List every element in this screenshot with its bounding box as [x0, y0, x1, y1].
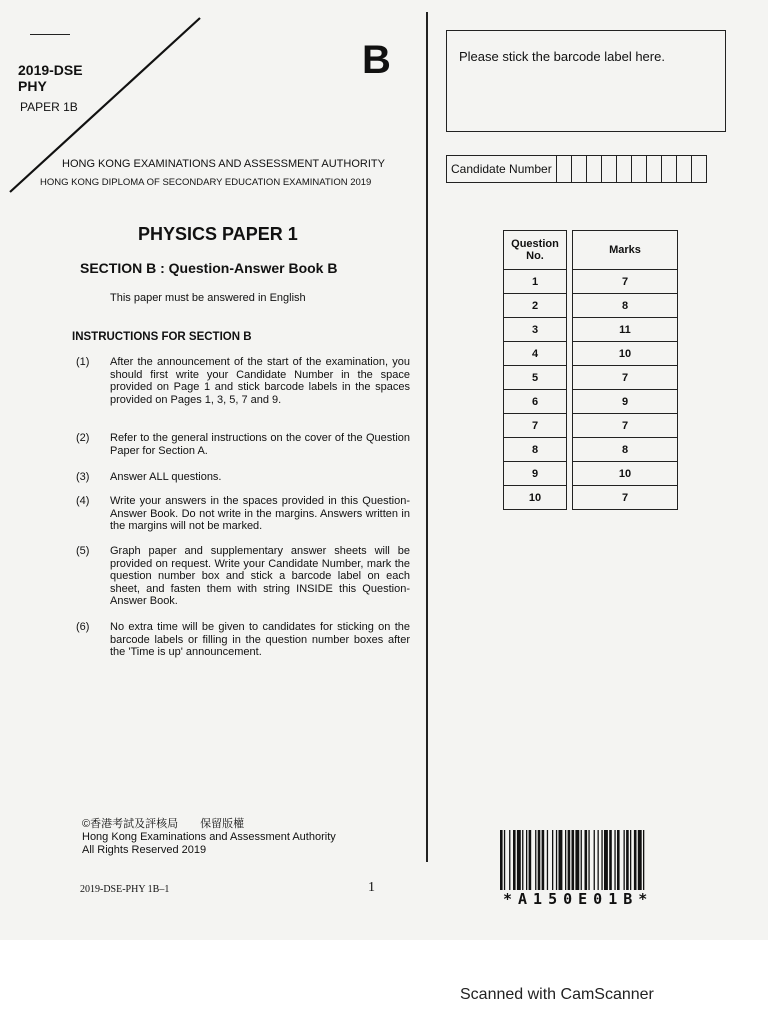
barcode-bar	[617, 830, 620, 890]
candidate-digit-box[interactable]	[647, 156, 662, 182]
page-number: 1	[368, 880, 375, 895]
candidate-number-label: Candidate Number	[447, 156, 557, 182]
marks-cell: 7	[573, 486, 678, 510]
marks-cell: 8	[573, 438, 678, 462]
instructions-heading: INSTRUCTIONS FOR SECTION B	[72, 331, 252, 343]
instruction-number: (1)	[76, 356, 90, 368]
question-number-cell: 9	[504, 462, 567, 486]
barcode-bar	[581, 830, 582, 890]
barcode-bar	[556, 830, 557, 890]
candidate-digit-box[interactable]	[692, 156, 706, 182]
barcode-bar	[601, 830, 602, 890]
barcode-bar	[542, 830, 545, 890]
marks-cell: 7	[573, 366, 678, 390]
language-note: This paper must be answered in English	[110, 292, 306, 304]
marks-cell: 10	[573, 462, 678, 486]
instruction-number: (5)	[76, 545, 90, 557]
marks-cell: 8	[573, 294, 678, 318]
barcode-bar	[538, 830, 541, 890]
barcode-bar	[624, 830, 625, 890]
candidate-digit-box[interactable]	[617, 156, 632, 182]
barcode-graphic	[500, 830, 728, 892]
instruction-number: (2)	[76, 432, 90, 444]
instruction-text: Graph paper and supplementary answer sheets will be provided on request. Write your Candidate Number, mark the question number box and stick a barcode label on each sheet, and fasten them with string INSIDE this Question-Answer Book.	[110, 545, 410, 607]
subject-code: PHY	[18, 78, 47, 94]
instruction-number: (3)	[76, 471, 90, 483]
question-number-cell: 3	[504, 318, 567, 342]
candidate-digit-box[interactable]	[587, 156, 602, 182]
barcode-bar	[500, 830, 503, 890]
instruction-text: After the announcement of the start of the examination, you should first write your Candidate Number in the space provided on Page 1 and stick barcode labels in the spaces provided on Pages 1, 3, 5, 7 and 9.	[110, 356, 410, 406]
exam-name: HONG KONG DIPLOMA OF SECONDARY EDUCATION EXAMINATION 2019	[40, 177, 372, 188]
barcode-bar	[609, 830, 612, 890]
barcode-bar	[552, 830, 553, 890]
question-number-table	[503, 230, 567, 510]
question-number-cell: 8	[504, 438, 567, 462]
copyright-chinese: ©香港考試及評核局 保留版權	[82, 818, 245, 830]
candidate-digit-box[interactable]	[557, 156, 572, 182]
marks-cell: 9	[573, 390, 678, 414]
barcode-label-prompt: Please stick the barcode label here.	[459, 49, 665, 64]
copyright-block	[82, 818, 336, 857]
barcode-bar	[559, 830, 563, 890]
candidate-digit-box[interactable]	[632, 156, 647, 182]
scanner-watermark: Scanned with CamScanner	[460, 986, 654, 1003]
question-number-cell: 10	[504, 486, 567, 510]
barcode-bar	[522, 830, 523, 890]
marks-cell: 10	[573, 342, 678, 366]
barcode-text: *A150E01B*	[503, 890, 654, 908]
question-number-cell: 2	[504, 294, 567, 318]
diagonal-cut-line	[0, 0, 430, 200]
paper-title: PHYSICS PAPER 1	[138, 224, 298, 244]
instruction-text: Write your answers in the spaces provided in this Question-Answer Book. Do not write in the margins. Answers written in the margins will not be marked.	[110, 495, 410, 532]
authority-name: HONG KONG EXAMINATIONS AND ASSESSMENT AUTHORITY	[62, 158, 385, 170]
instruction-text: Refer to the general instructions on the cover of the Question Paper for Section A.	[110, 432, 410, 457]
paper-code: PAPER 1B	[20, 100, 78, 114]
marks-header: Marks	[573, 231, 678, 270]
barcode-bar	[526, 830, 527, 890]
candidate-digit-box[interactable]	[677, 156, 692, 182]
candidate-digit-box[interactable]	[572, 156, 587, 182]
barcode-bar	[598, 830, 599, 890]
instruction-text: Answer ALL questions.	[110, 471, 222, 483]
marks-cell: 11	[573, 318, 678, 342]
barcode-bar	[517, 830, 521, 890]
copyright-rights: All Rights Reserved 2019	[82, 844, 207, 856]
barcode-bar	[504, 830, 505, 890]
instruction-text: No extra time will be given to candidates for sticking on the barcode labels or filling in the question number boxes after the 'Time is up' announcement.	[110, 621, 410, 658]
barcode-bar	[585, 830, 588, 890]
barcode-bar	[513, 830, 516, 890]
barcode-bar	[634, 830, 637, 890]
marks-cell: 7	[573, 414, 678, 438]
barcode-bar	[626, 830, 629, 890]
barcode-bar	[509, 830, 510, 890]
barcode-bar	[529, 830, 532, 890]
barcode-bar	[594, 830, 595, 890]
barcode-bar	[588, 830, 589, 890]
candidate-digit-box[interactable]	[662, 156, 677, 182]
footer-paper-code: 2019-DSE-PHY 1B–1	[80, 884, 170, 895]
barcode-bar	[630, 830, 631, 890]
copyright-english: Hong Kong Examinations and Assessment Authority	[82, 831, 336, 843]
center-divider	[426, 12, 428, 862]
question-number-cell: 4	[504, 342, 567, 366]
instruction-number: (6)	[76, 621, 90, 633]
question-number-cell: 7	[504, 414, 567, 438]
barcode-bar	[547, 830, 548, 890]
candidate-number-field[interactable]	[446, 155, 707, 183]
barcode-bar	[614, 830, 615, 890]
question-number-header: Question No.	[504, 231, 567, 270]
candidate-digit-box[interactable]	[602, 156, 617, 182]
barcode-bar	[565, 830, 566, 890]
barcode-bar	[575, 830, 579, 890]
marks-cell: 7	[573, 270, 678, 294]
marks-table	[572, 230, 678, 510]
barcode-bar	[604, 830, 608, 890]
barcode-bar	[535, 830, 536, 890]
question-number-cell: 6	[504, 390, 567, 414]
barcode-bar	[568, 830, 571, 890]
barcode-bar	[643, 830, 644, 890]
section-title: SECTION B : Question-Answer Book B	[80, 260, 338, 276]
question-number-cell: 1	[504, 270, 567, 294]
question-number-cell: 5	[504, 366, 567, 390]
section-letter: B	[362, 38, 391, 82]
barcode-label-area	[446, 30, 726, 132]
barcode-bar	[572, 830, 575, 890]
barcode-bar	[638, 830, 642, 890]
instruction-number: (4)	[76, 495, 90, 507]
year-code: 2019-DSE	[18, 62, 83, 78]
